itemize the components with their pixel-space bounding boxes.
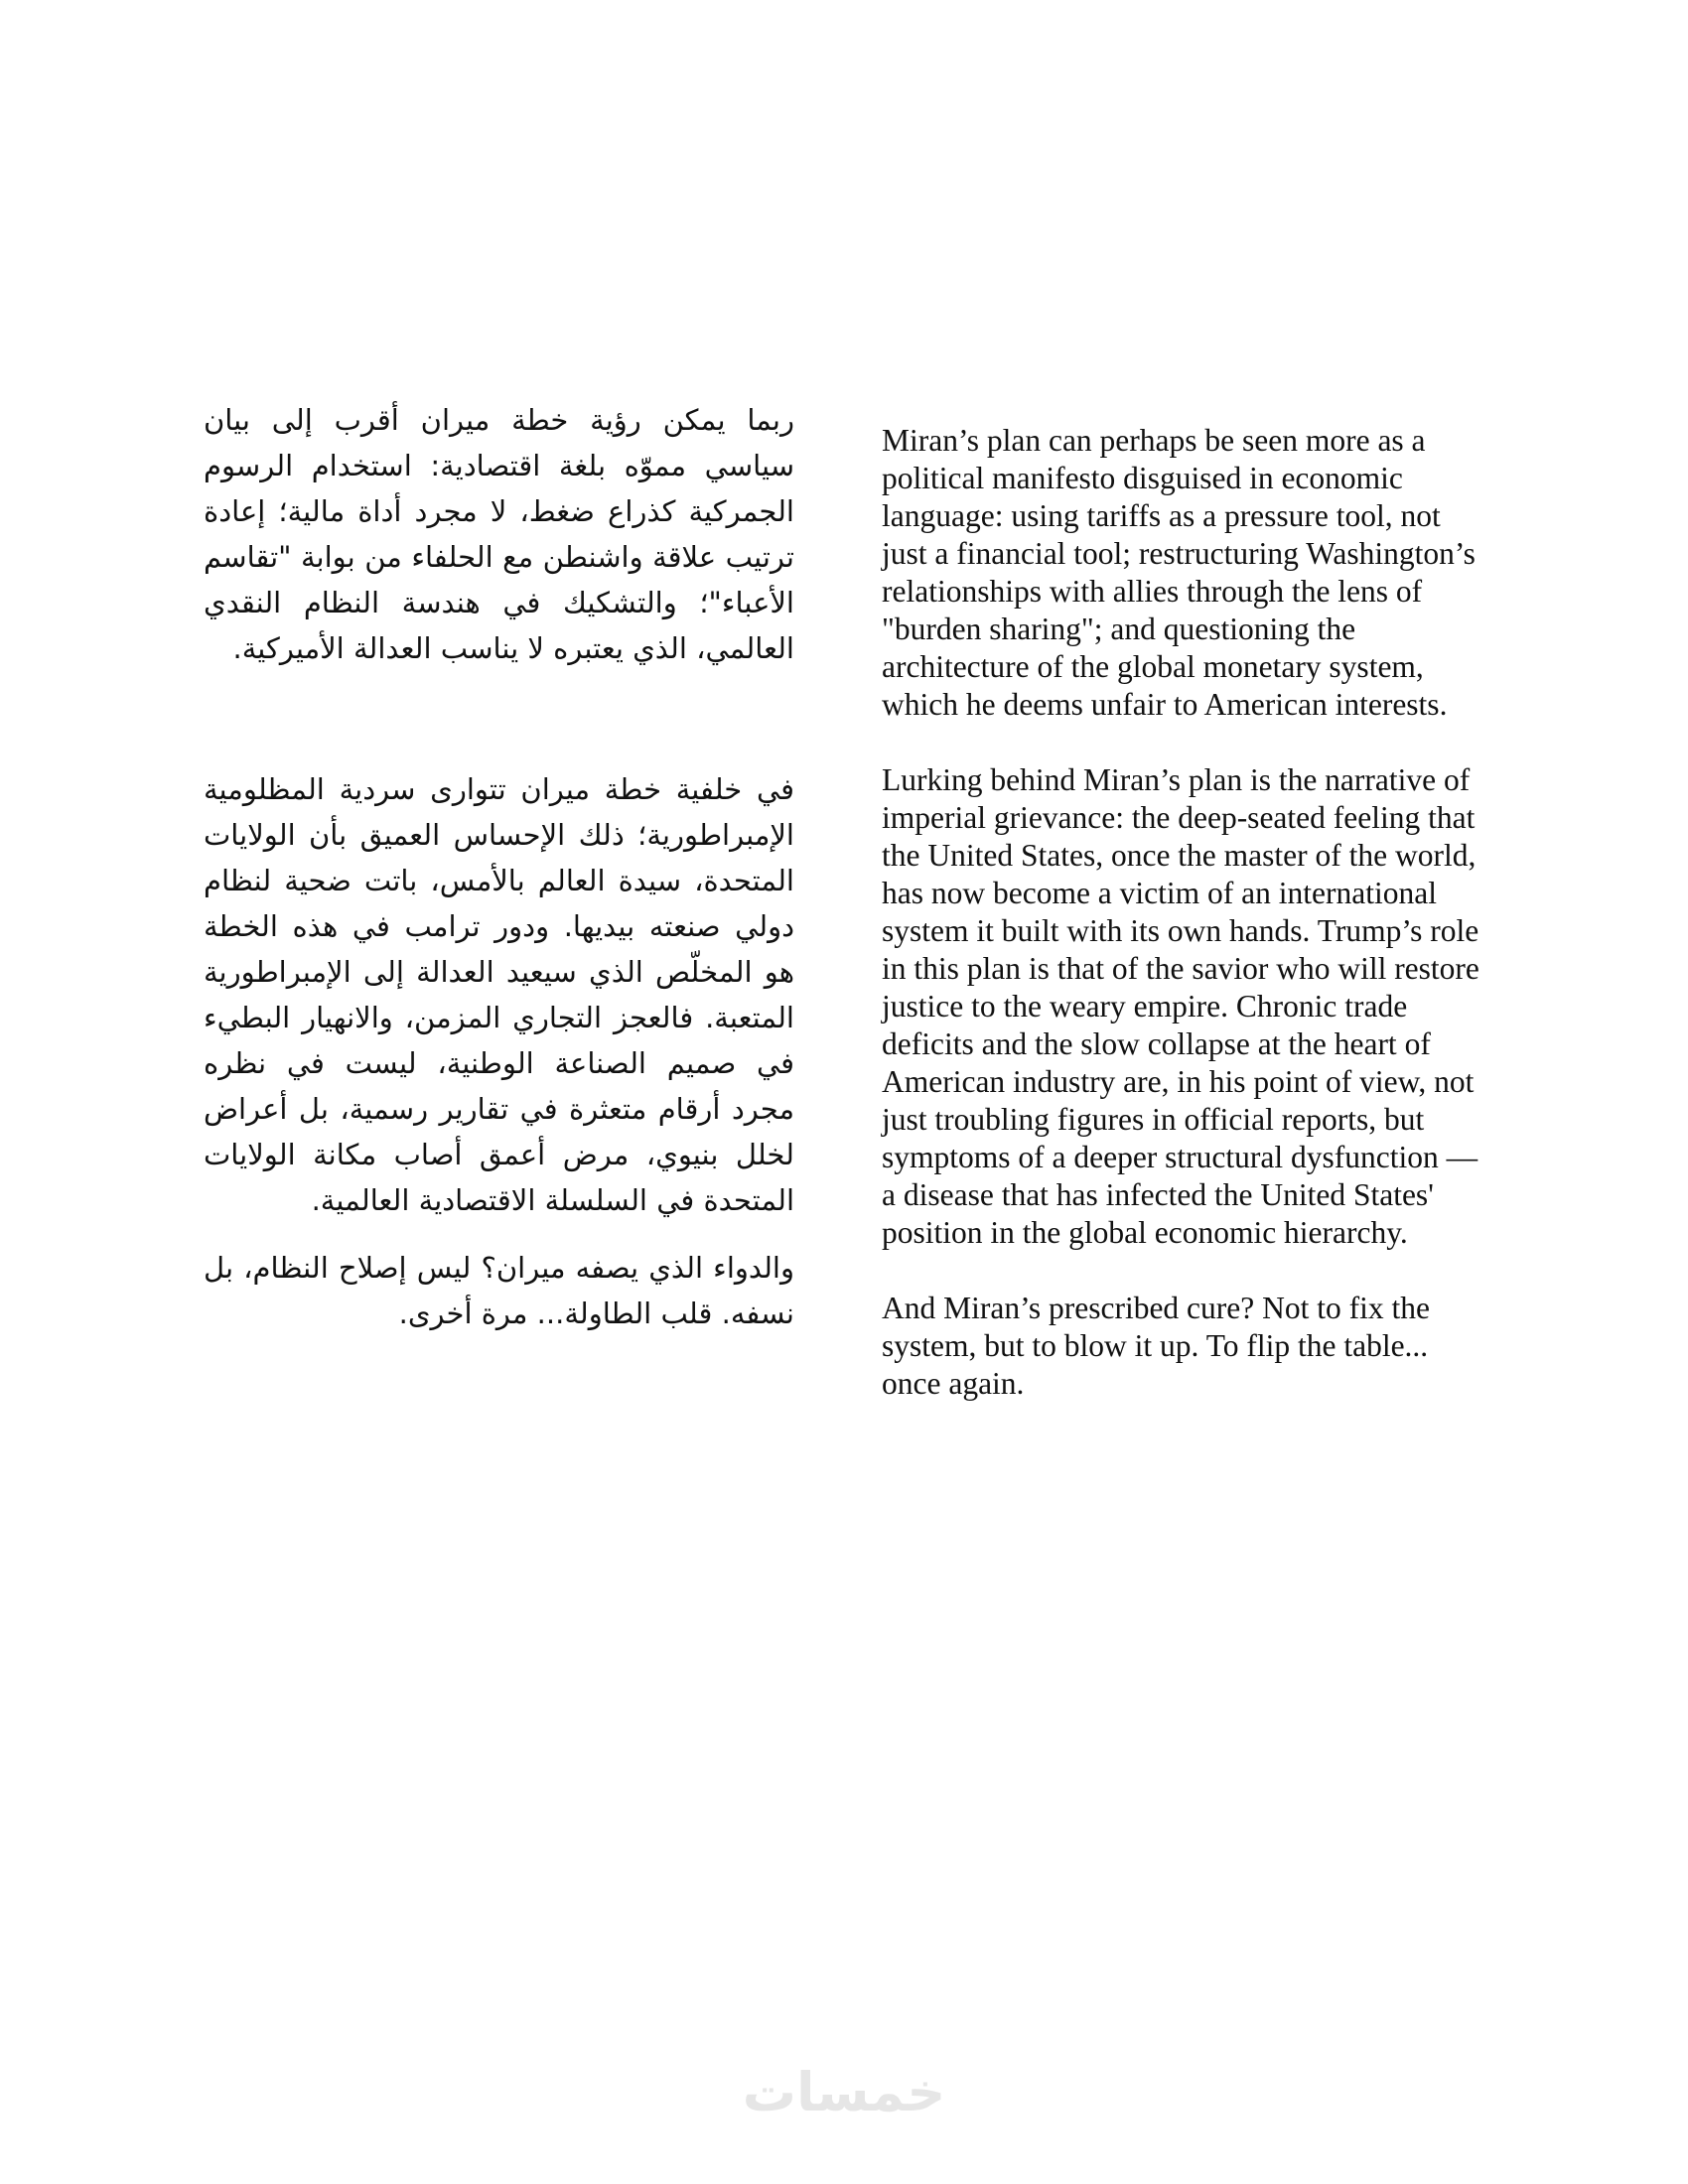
arabic-paragraph-3: والدواء الذي يصفه ميران؟ ليس إصلاح النظام، بل نسفه. قلب الطاولة... مرة أخرى. bbox=[204, 1251, 794, 1330]
arabic-paragraph-2: في خلفية خطة ميران تتوارى سردية المظلومية الإمبراطورية؛ ذلك الإحساس العميق بأن الولايات المتحدة، سيدة العالم بالأمس، باتت ضحية لنظام دولي صنعته بيديها. ودور ترامب في هذه الخطة هو المخلّص الذي سيعيد العدالة إلى الإمبراطورية المتعبة. فالعجز التجاري المزمن، والانهيار البطيء في صميم الصناعة الوطنية، ليست في نظره مجرد أرقام متعثرة في تقارير رسمية، بل أعراض لخلل بنيوي، مرض أعمق أصاب مكانة الولايات المتحدة في السلسلة الاقتصادية العالمية. bbox=[204, 772, 794, 1217]
arabic-paragraph-1: ربما يمكن رؤية خطة ميران أقرب إلى بيان سياسي مموّه بلغة اقتصادية: استخدام الرسوم الجمركية كذراع ضغط، لا مجرد أداة مالية؛ إعادة ترتيب علاقة واشنطن مع الحلفاء من بوابة "تقاسم الأعباء"؛ والتشكيك في هندسة النظام النقدي العالمي، الذي يعتبره لا يناسب العدالة الأميركية. bbox=[204, 403, 794, 665]
watermark-logo: خمسات bbox=[742, 2061, 946, 2123]
english-paragraph-1: Miran’s plan can perhaps be seen more as a political manifesto disguised in economic language: using tariffs as a pressure tool, not just a financial tool; restructuring Washington’s relationships with allies through the lens of "burden sharing"; and questioning the architecture of the global monetary system, which he deems unfair to American interests. bbox=[882, 423, 1476, 722]
english-column bbox=[882, 422, 1485, 1403]
english-paragraph-2: Lurking behind Miran’s plan is the narrative of imperial grievance: the deep-seated feeling that the United States, once the master of the world, has now become a victim of an international system it built with its own hands. Trump’s role in this plan is that of the savior who will restore justice to the weary empire. Chronic trade deficits and the slow collapse at the heart of American industry are, in his point of view, not just troubling figures in official reports, but symptoms of a deeper structural dysfunction — a disease that has infected the United States' position in the global economic hierarchy. bbox=[882, 762, 1479, 1250]
english-paragraph-3: And Miran’s prescribed cure? Not to fix the system, but to blow it up. To flip the table... once again. bbox=[882, 1291, 1430, 1401]
arabic-column bbox=[204, 397, 794, 1336]
